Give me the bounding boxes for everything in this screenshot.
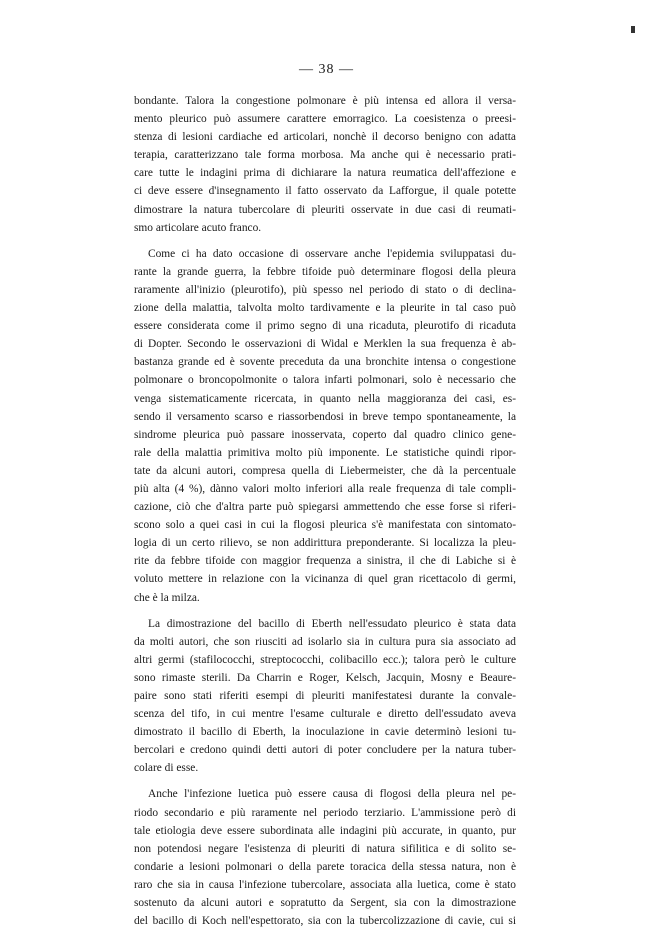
text-line: Come ci ha dato occasione di osservare anche l'epidemia sviluppatasi du- (148, 247, 516, 260)
text-line: zione della malattia, talvolta molto tardivamente e la pleurite in tal caso può (134, 302, 516, 315)
text-line: dimostrare la natura tubercolare di pleuriti osservate in due casi di reumati- (134, 203, 516, 216)
text-line: terapia, caratterizzano tale forma morbosa. Ma anche qui è necessario prati- (134, 149, 516, 162)
page-number: — 38 — (299, 62, 354, 77)
paragraph-3 (134, 615, 516, 778)
text-line: smo articolare acuto franco. (134, 221, 262, 234)
text-line: tale etiologia deve essere subordinata alle indagini più accurate, in quanto, pur (134, 824, 516, 837)
text-line: sendo il versamento scarso e riassorbendosi in breve tempo spontaneamente, la (134, 410, 516, 423)
text-line: riodo secondario e più raramente nel periodo terziario. L'ammissione però di (134, 806, 516, 819)
paragraph-gap (134, 777, 516, 785)
text-line: cazione, ciò che d'altra parte può spiegarsi ammettendo che esse forse si riferi- (134, 501, 516, 514)
paragraph-1 (134, 92, 516, 237)
text-line: bondante. Talora la congestione polmonare è più intensa ed allora il versa- (134, 95, 516, 107)
text-line: più alta (4 %), dànno valori molto inferiori alla reale frequenza di tale compli- (134, 482, 516, 495)
text-line: rale della malattia primitiva molto più imponente. Le statistiche quindi ripor- (134, 446, 516, 459)
text-line: mento pleurico può assumere carattere emorragico. La coesistenza o preesi- (134, 113, 516, 126)
text-line: tate da alcuni autori, compresa quella di Liebermeister, che dà la percentuale (134, 464, 516, 477)
text-line: rante la grande guerra, la febbre tifoide può determinare flogosi della pleura (134, 265, 516, 278)
text-line: logia di un certo rilievo, se non addirittura preponderante. Si localizza la pleu- (134, 537, 516, 550)
text-line: condarie a lesioni polmonari o della parete toracica della stessa natura, non è (134, 860, 516, 873)
text-line: scenza del tifo, in cui mentre l'esame culturale e diretto dell'essudato aveva (134, 708, 516, 721)
text-line: da molti autori, che son riusciti ad isolarlo sia in cultura pura sia associato ad (134, 635, 516, 648)
text-line: stenza di lesioni cardiache ed articolari, nonchè il decorso benigno con adatta (134, 131, 516, 144)
text-line: venga sistematicamente ricercata, in quanto nella maggioranza dei casi, es- (134, 392, 516, 405)
paragraph-gap (134, 607, 516, 615)
text-line: care tutte le indagini prima di dichiarare la natura reumatica dell'affezione e (134, 167, 516, 180)
paragraph-gap (134, 237, 516, 245)
text-line: sono rimaste sterili. Da Charrin e Roger, Kelsch, Jacquin, Mosny e Beaure- (134, 671, 516, 684)
paragraph-2 (134, 245, 516, 607)
text-line: di Dopter. Secondo le osservazioni di Widal e Merklen la sua frequenza è ab- (134, 338, 516, 351)
paragraph-4 (134, 785, 516, 930)
corner-mark (631, 26, 635, 33)
text-line: bercolari e credono quindi detti autori di poter concludere per la natura tuber- (134, 744, 516, 757)
text-line: paire sono stati riferiti esempi di pleuriti manifestatesi durante la convale- (134, 690, 516, 702)
text-line: essere considerata come il primo segno di una ricaduta, pleurotifo di ricaduta (134, 320, 516, 333)
text-line: La dimostrazione del bacillo di Eberth nell'essudato pleurico è stata data (148, 617, 516, 630)
text-line: che è la milza. (134, 591, 200, 604)
text-line: Anche l'infezione luetica può essere causa di flogosi della pleura nel pe- (148, 788, 516, 801)
text-line: sostenuto da alcuni autori e sopratutto da Sergent, sia con la dimostrazione (134, 897, 516, 910)
text-line: scono solo a quei casi in cui la flogosi pleurica s'è manifestata con sintomato- (134, 519, 516, 532)
text-line: non potendosi negare l'esistenza di pleuriti di natura sifilitica e di solito se- (134, 842, 516, 855)
text-line: colare di esse. (134, 762, 199, 775)
text-line: raramente all'inizio (pleurotifo), più spesso nel periodo di stato o di declina- (134, 283, 516, 296)
text-column (134, 92, 516, 930)
text-line: bastanza grande ed è sovente preceduta da una bronchite intensa o congestione (134, 356, 516, 369)
text-line: raro che sia in causa l'infezione tubercolare, associata alla luetica, come è stato (134, 878, 516, 891)
text-line: rite da febbre tifoide con maggior frequenza a sinistra, il che di Labiche si è (134, 555, 516, 568)
text-line: polmonare o broncopolmonite o talora infarti polmonari, solo è necessario che (134, 374, 516, 387)
text-line: dimostrato il bacillo di Eberth, la inoculazione in cavie determinò lesioni tu- (134, 726, 516, 739)
text-line: ci deve essere d'insegnamento il fatto osservato da Lafforgue, il quale potette (134, 185, 516, 198)
text-line: voluto mettere in relazione con la vicinanza di quel gran ricettacolo di germi, (134, 573, 516, 586)
text-line: sindrome pleurica può passare inosservata, coperto dal quadro clinico gene- (134, 428, 516, 441)
text-line: del bacillo di Koch nell'espettorato, sia con la tubercolizzazione di cavie, cui si (134, 915, 516, 928)
text-line: altri germi (stafilococchi, streptococchi, colibacillo ecc.); talora però le culture (134, 653, 516, 666)
